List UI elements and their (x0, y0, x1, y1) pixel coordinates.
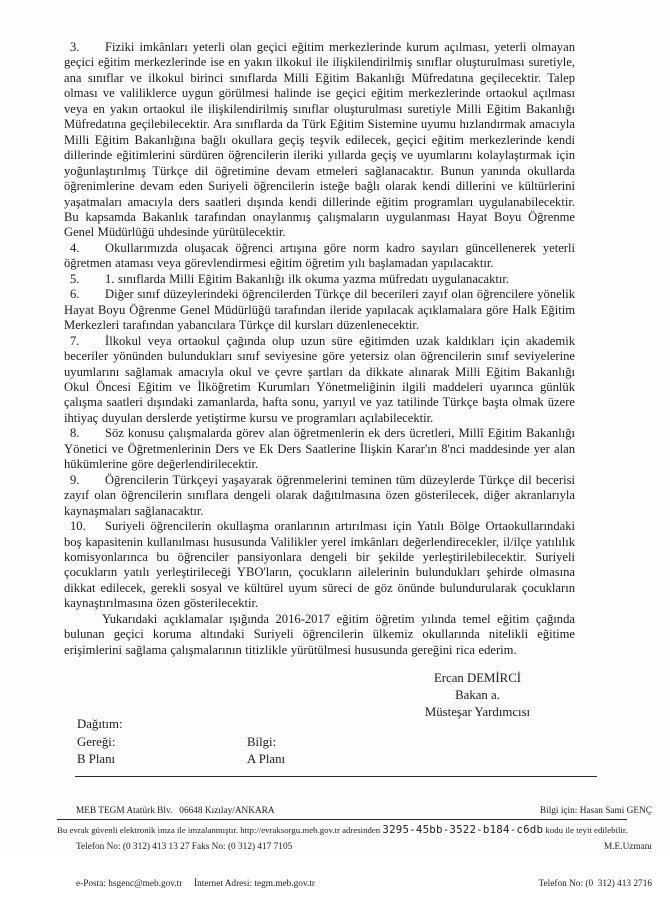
paragraph-number: 10. (70, 519, 86, 534)
footer-address: MEB TEGM Atatürk Blv. 06648 Kızılay/ANKARA (76, 805, 275, 816)
paragraph-number: 6. (70, 287, 80, 302)
paragraph-text: Suriyeli öğrencilerin okullaşma oranlarının artırılması için Yatılı Bölge Ortaokullarındaki boş kapasitenin kullanılması hususunda Valilikler yerel imkânları değerlendirecekler, il/ilçe yatılılık komisyonlarınca bu öğrenciler pansiyonlara dengeli bir şekilde yerleştirilebilecektir. Suriyeli çocukların yatılı yerleştirileceği YBO'ların, çocukların ailelerinin bulundukları şehirde olmasına dikkat edilecek, gerekli sosyal ve kültürel uyum süreci de göz önünde bulundurularak çocukların kaynaştırılmasına özen gösterilecektir. (64, 519, 575, 611)
paragraph-text: Okullarımızda oluşacak öğrenci artışına göre norm kadro sayıları güncellenerek yeterli öğretmen ataması veya görevlendirmesi eğitim öğretim yılı başlamadan yapılacaktır. (64, 240, 575, 271)
geregi-value: B Planı (77, 752, 116, 767)
paragraph-4 (64, 241, 575, 272)
distribution-labels-row (77, 734, 397, 752)
paragraph-number: 8. (70, 426, 80, 441)
paragraph-text: Diğer sınıf düzeylerindeki öğrencilerden Türkçe dil becerileri zayıf olan öğrencilere yönelik Hayat Boyu Öğrenme Genel Müdürlüğü tarafından ileride yapılacak açıklamalara göre Halk Eğitim Merkezleri tarafından yabancılara Türkçe dil kursları düzenlenecektir. (64, 287, 575, 333)
footer-email-internet-row (76, 878, 446, 890)
paragraph-6 (64, 287, 575, 333)
paragraph-7 (64, 334, 575, 427)
distribution-heading: Dağıtım: (77, 717, 123, 731)
paragraph-text: İlkokul veya ortaokul çağında olup uzun süre eğitimden uzak kaldıkları için akademik beceriler yönünden bulundukları sınıf seviyesine göre yetersiz olan öğrencilerin sınıf seviyelerine uyumlarını sağlamak amacıyla okul ve çevre şartları da dikkate alınarak Milli Eğitim Bakanlığı Okul Öncesi Eğitim ve İlköğretim Kurumları Yönetmeliğinin ilgili maddeleri uyarınca günlük çalışma saatleri dışındaki zamanlarda, hafta sonu, yarıyıl ve yaz tatilinde Türkçe başta olmak üzere ihtiyaç duyulan derslerde yetiştirme kursu ve programları açılabilecektir. (64, 333, 575, 425)
distribution-values-row (77, 751, 397, 769)
closing-paragraph: Yukarıdaki açıklamalar ışığında 2016-2017 eğitim öğretim yılında temel eğitim çağında bulunan geçici koruma altındaki Suriyeli öğrencilerin ülkemiz okullarında nitelikli eğitime erişimlerini sağlama çalışmalarının titizlikle yürütülmesi hususunda gereğini rica ederim. (64, 611, 575, 657)
paragraph-3 (64, 40, 575, 241)
signature-block (370, 670, 585, 720)
footer-contact-person: Bilgi için: Hasan Sami GENÇ (539, 805, 652, 816)
document-body (64, 40, 575, 658)
signer-title-mustesar: Müsteşar Yardımcısı (424, 704, 531, 719)
verification-suffix: kodu ile teyit edilebilir. (543, 825, 628, 835)
footer-phone-fax: Telefon No: (0 312) 413 13 27 Faks No: (0 312) 417 7105 (76, 842, 293, 853)
footer-contact-right (450, 780, 652, 915)
geregi-label: Gereği: (77, 734, 116, 749)
signer-title-bakan: Bakan a. (455, 687, 500, 702)
verification-divider (57, 819, 627, 820)
footer-divider (75, 776, 597, 777)
paragraph-text: Fiziki imkânları yeterli olan geçici eğitim merkezlerinde kurum açılması, yeterli olmayan geçici eğitim merkezlerinde ise en yakın ilkokul ile ilişkilendirilmiş sınıflar oluşturulması suretiyle, ana sınıflar ve ilkokul birinci sınıflarda Milli Eğitim Bakanlığı Müfredatına geçilecektir. Talep olması ve valiliklerce uygun görülmesi halinde ise geçici eğitim merkezlerinde ortaokul açılması veya en yakın ortaokul ile ilişkilendirilmiş sınıflar oluşturulması suretiyle Milli Eğitim Bakanlığı Müfredatına geçilebilecektir. Ara sınıflarda da Türk Eğitim Sistemine uyumu hızlandırmak amacıyla Milli Eğitim Bakanlığına bağlı okullara geçiş teşvik edilecek, geçici eğitim merkezlerinde kendi dillerinde eğitimlerini sürdüren öğrencilerin ileriki yıllarda geçiş ve uyumlarını kolaylaştırmak için yoğunlaştırılmış Türkçe dil öğretimine devam etmeleri sağlanacaktır. Bunun yanında okullarda öğrenimlerine devam eden Suriyeli öğrencilerin isteğe bağlı olarak kendi dillerini ve kültürlerini yaşatmaları amacıyla ders saatleri dışında kendi dillerinde eğitim programları uygulanabilecektir. Bu kapsamda Bakanlık tarafından onaylanmış çalışmaların uygulanması Hayat Boyu Öğrenme Genel Müdürlüğü uhdesinde yürütülecektir. (64, 40, 575, 240)
paragraph-number: 5. (70, 271, 80, 286)
footer-contact-title: M.E.Uzmanı (603, 842, 652, 853)
signer-name: Ercan DEMİRCİ (433, 671, 522, 685)
paragraph-9 (64, 473, 575, 519)
paragraph-number: 4. (70, 240, 80, 255)
distribution-block (77, 716, 397, 769)
bilgi-value: A Planı (247, 752, 286, 767)
paragraph-5 (64, 272, 575, 287)
paragraph-text: Öğrencilerin Türkçeyi yaşayarak öğrenmelerini teminen tüm düzeylerde Türkçe dil becerisi zayıf olan öğrencilerin sınıflara dengeli olarak dağıtılmasına özen gösterilecek, diğer akranlarıyla kaynaşmaları sağlanacaktır. (64, 472, 575, 518)
paragraph-10 (64, 519, 575, 612)
footer-contact-phone: Telefon No: (0 312) 413 2716 (538, 879, 652, 890)
paragraph-number: 9. (70, 472, 80, 487)
paragraph-text: Söz konusu çalışmalarda görev alan öğretmenlerin ek ders ücretleri, Millî Eğitim Bakanlığı Yönetici ve Öğretmenlerinin Ders ve Ek Ders Saatlerine İlişkin Karar'ın 8'nci maddesinde yer alan hükümlerine göre değerlendirilecektir. (64, 426, 575, 472)
paragraph-number: 7. (70, 333, 80, 348)
paragraph-text: 1. sınıflarda Milli Eğitim Bakanlığı ilk okuma yazma müfredatı uygulanacaktır. (105, 271, 510, 286)
footer-email: e-Posta: hsgenc@meb.gov.tr (76, 879, 183, 890)
verification-line (57, 823, 635, 836)
footer-internet-address: İnternet Adresi: tegm.meb.gov.tr (194, 879, 315, 890)
paragraph-number: 3. (70, 40, 80, 54)
verification-code: 3295-45bb-3522-b184-c6db (382, 823, 544, 836)
verification-prefix: Bu evrak güvenli elektronik imza ile imzalanmıştır. http://evraksorgu.meb.gov.tr adresinden (57, 825, 383, 835)
bilgi-label: Bilgi: (247, 734, 277, 749)
footer-contact-left (76, 780, 446, 915)
paragraph-8 (64, 426, 575, 472)
